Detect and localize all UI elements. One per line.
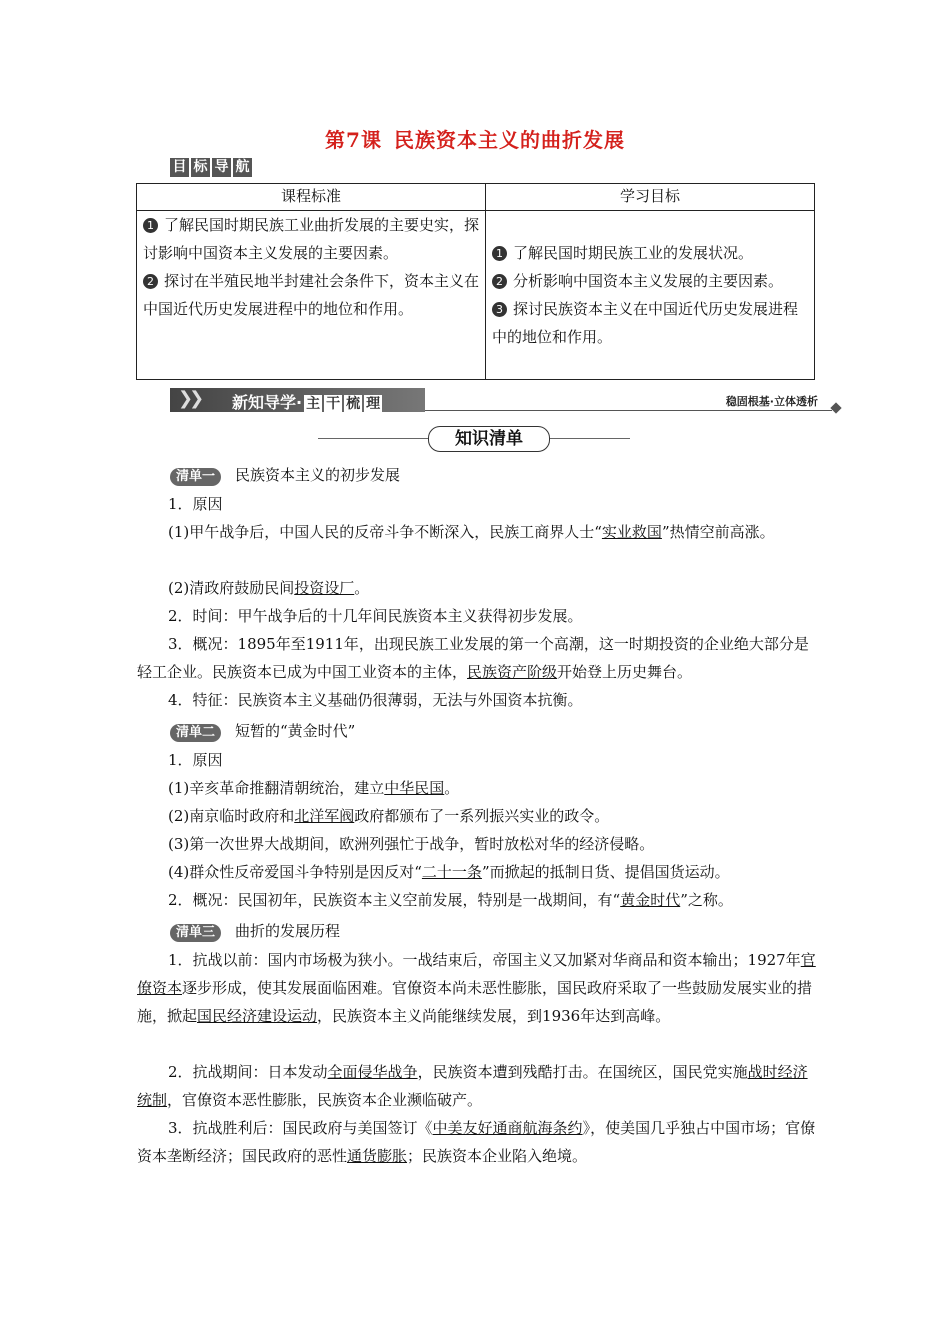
standard-cell: 1 了解民国时期民族工业曲折发展的主要史实，探讨影响中国资本主义发展的主要因素。 2 探讨在半殖民地半封建社会条件下，资本主义在中国近代历史发展进程中的地位和作用。 [137,211,486,380]
diamond-icon [830,402,841,413]
col-header-standard: 课程标准 [137,184,486,211]
objectives-cell: 1 了解民国时期民族工业的发展状况。 2 分析影响中国资本主义发展的主要因素。 3 探讨民族资本主义在中国近代历史发展进程中的地位和作用。 [486,211,815,380]
page-title: 第7课 民族资本主义的曲折发展 [325,128,625,152]
goals-table [136,183,815,380]
knowledge-list-header: 知识清单 [0,424,950,454]
col-header-objectives: 学习目标 [486,184,815,211]
goal-guide-badge: 目 标 导 航 [170,158,252,177]
section-3-heading: 清单三 曲折的发展历程 [170,920,340,942]
section-1-heading: 清单一 民族资本主义的初步发展 [170,464,400,486]
section-2-heading: 清单二 短暂的“黄金时代” [170,720,355,742]
section-banner: ❯❯ 新知导学· 主 干 梳 理 稳固根基·立体透析 [170,386,840,414]
double-chevron-icon: ❯❯ [178,388,201,409]
